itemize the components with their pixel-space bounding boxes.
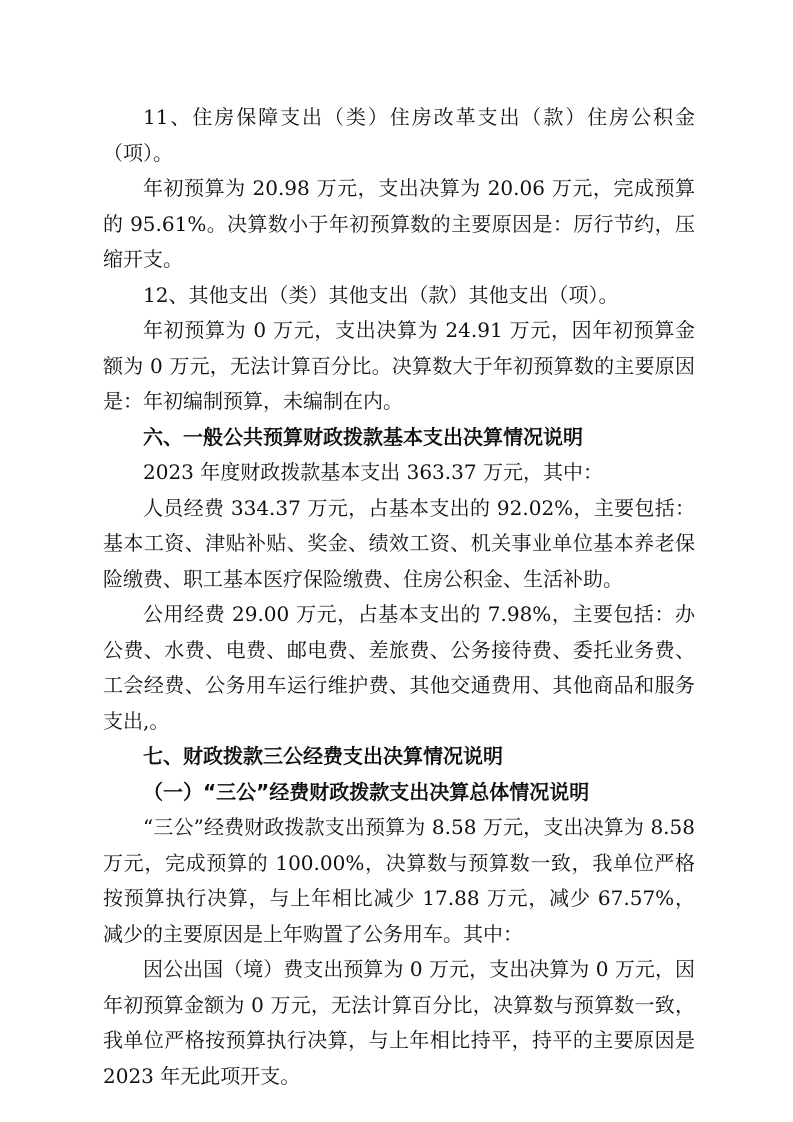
overseas-travel-expenses: 因公出国（境）费支出预算为 0 万元，支出决算为 0 万元，因年初预算金额为 0 万元，无法计算百分比，决算数与预算数一致，我单位严格按预算执行决算，与上年相比持平，持平的主要原因是 2023 年无此项开支。 xyxy=(103,957,695,1088)
public-expenses: 公用经费 29.00 万元，占基本支出的 7.98%，主要包括：办公费、水费、电费、邮电费、差旅费、公务接待费、委托业务费、工会经费、公务用车运行维护费、其他交通费用、其他商品和服务支出,。 xyxy=(103,602,695,733)
item-11-title: 11、住房保障支出（类）住房改革支出（款）住房公积金（项）。 xyxy=(103,105,695,165)
personnel-expenses: 人员经费 334.37 万元，占基本支出的 92.02%，主要包括：基本工资、津贴补贴、奖金、绩效工资、机关事业单位基本养老保险缴费、职工基本医疗保险缴费、住房公积金、生活补助。 xyxy=(103,495,695,591)
section-6-heading: 六、一般公共预算财政拨款基本支出决算情况说明 xyxy=(143,424,583,449)
subsection-1-heading: （一）“三公”经费财政拨款支出决算总体情况说明 xyxy=(143,779,590,804)
three-public-summary: “三公”经费财政拨款支出预算为 8.58 万元，支出决算为 8.58 万元，完成预算的 100.00%，决算数与预算数一致，我单位严格按预算执行决算，与上年相比减少 17.88 万元，减少 67.57%，减少的主要原因是上年购置了公务用车。其中： xyxy=(103,815,695,946)
item-11-body: 年初预算为 20.98 万元，支出决算为 20.06 万元，完成预算的 95.61%。决算数小于年初预算数的主要原因是：厉行节约，压缩开支。 xyxy=(103,176,695,271)
item-12-body: 年初预算为 0 万元，支出决算为 24.91 万元，因年初预算金额为 0 万元，无法计算百分比。决算数大于年初预算数的主要原因是：年初编制预算，未编制在内。 xyxy=(103,318,695,413)
section-7-heading: 七、财政拨款三公经费支出决算情况说明 xyxy=(143,744,503,768)
basic-expenditure-summary: 2023 年度财政拨款基本支出 363.37 万元，其中： xyxy=(143,460,603,484)
document-body xyxy=(103,100,695,1094)
item-12-title: 12、其他支出（类）其他支出（款）其他支出（项）。 xyxy=(143,282,619,307)
